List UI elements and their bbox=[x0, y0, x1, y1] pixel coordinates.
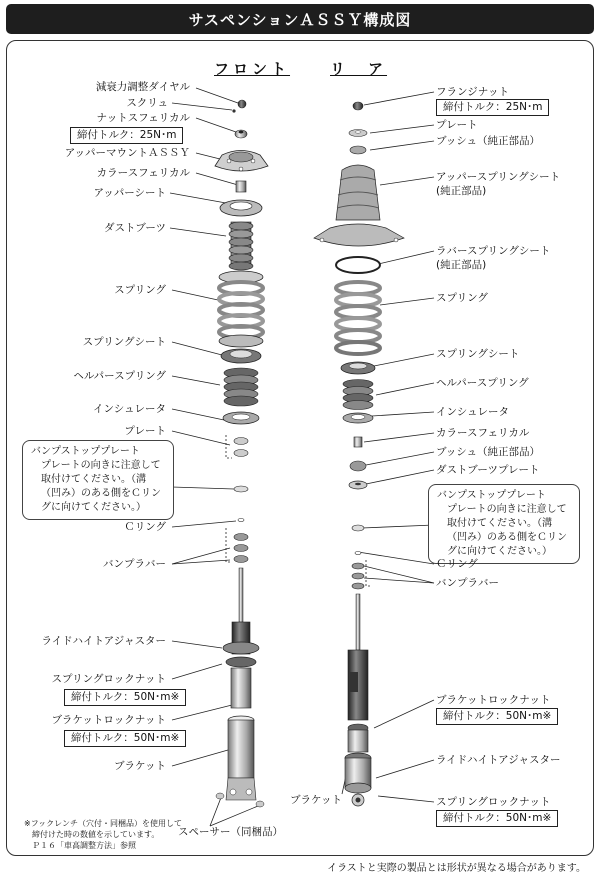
rear-torque-spring-lock: 締付トルク：50N･m※ bbox=[436, 810, 558, 827]
front-label-upper-sheet: アッパーシート bbox=[93, 187, 166, 199]
rear-label-upper-spring-sheet-sub: (純正部品) bbox=[436, 185, 487, 197]
front-label-spring: スプリング bbox=[114, 284, 166, 296]
rear-label-bump-rubber: バンプラバー bbox=[436, 577, 499, 589]
front-label-c-ring: Ｃリング bbox=[124, 521, 166, 533]
rear-label-insulator: インシュレータ bbox=[436, 406, 510, 418]
front-label-upper-mount: アッパーマウントＡＳＳＹ bbox=[64, 147, 190, 159]
footnote-line-1: ※フックレンチ（穴付・同梱品）を使用して bbox=[24, 819, 182, 828]
front-label-bump-rubber: バンプラバー bbox=[103, 558, 166, 570]
front-note-title: バンプストッププレート bbox=[31, 446, 140, 457]
rear-label-bracket-lock-nut: ブラケットロックナット bbox=[436, 694, 551, 706]
front-label-spring-lock-nut: スプリングロックナット bbox=[51, 673, 166, 685]
front-label-bracket: ブラケット bbox=[114, 760, 166, 772]
rear-label-spring-lock-nut: スプリングロックナット bbox=[436, 796, 551, 808]
rear-label-bracket: ブラケット bbox=[290, 794, 342, 806]
rear-heading: リ ア bbox=[330, 60, 388, 78]
front-label-plate: プレート bbox=[124, 425, 166, 437]
front-label-spacer: スペーサー（同梱品） bbox=[178, 826, 283, 838]
front-label-dust-boots: ダストブーツ bbox=[104, 222, 166, 234]
front-torque-spring-lock: 締付トルク：50N･m※ bbox=[64, 689, 186, 706]
rear-torque-top: 締付トルク：25N･m bbox=[436, 99, 549, 116]
footnote bbox=[24, 818, 182, 851]
rear-label-bush-oem-2: ブッシュ（純正部品） bbox=[436, 446, 541, 458]
front-note-body: プレートの向きに注意して取付けてください。（溝（凹み）のある側をＣリングに向けてください。） bbox=[41, 460, 161, 513]
rear-label-ride-height-adjuster: ライドハイトアジャスター bbox=[436, 754, 561, 766]
front-assembly bbox=[215, 100, 268, 807]
rear-label-upper-spring-sheet: アッパースプリングシート bbox=[436, 171, 561, 183]
rear-label-spring-sheet: スプリングシート bbox=[436, 348, 520, 360]
front-torque-bracket-lock: 締付トルク：50N･m※ bbox=[64, 730, 186, 747]
rear-assembly bbox=[314, 102, 404, 806]
rear-label-bush-oem: ブッシュ（純正部品） bbox=[436, 135, 541, 147]
rear-note-title: バンプストッププレート bbox=[437, 490, 546, 501]
footnote-line-3: Ｐ１６「車高調整方法」参照 bbox=[32, 841, 136, 850]
front-torque-top: 締付トルク：25N･m bbox=[70, 127, 183, 144]
rear-label-helper-spring: ヘルパースプリング bbox=[436, 377, 529, 389]
rear-note-body: プレートの向きに注意して取付けてください。（溝（凹み）のある側をＣリングに向けてください。） bbox=[447, 504, 567, 557]
front-label-spring-sheet: スプリングシート bbox=[82, 336, 166, 348]
front-label-dial: 減衰力調整ダイヤル bbox=[95, 81, 190, 93]
disclaimer: イラストと実際の製品とは形状が異なる場合があります。 bbox=[327, 863, 586, 874]
front-heading: フロント bbox=[214, 60, 291, 78]
front-label-screw: スクリュ bbox=[126, 97, 168, 109]
footnote-line-2: 締付けた時の数値を示しています。 bbox=[32, 830, 160, 839]
rear-label-dust-boots-plate: ダストブーツプレート bbox=[436, 464, 540, 476]
rear-bump-stop-note bbox=[428, 484, 580, 564]
front-label-collar-spherical: カラースフェリカル bbox=[96, 167, 190, 179]
front-bump-stop-note bbox=[22, 440, 174, 520]
front-label-bracket-lock-nut: ブラケットロックナット bbox=[51, 714, 166, 726]
front-label-insulator: インシュレータ bbox=[92, 403, 166, 415]
rear-label-flange-nut: フランジナット bbox=[436, 86, 510, 98]
front-label-helper-spring: ヘルパースプリング bbox=[73, 370, 166, 382]
front-label-nut-spherical: ナットスフェリカル bbox=[96, 112, 190, 124]
diagram-title: サスペンションＡＳＳＹ構成図 bbox=[6, 4, 594, 34]
rear-label-spring: スプリング bbox=[436, 292, 488, 304]
rear-label-rubber-spring-sheet-sub: (純正部品) bbox=[436, 259, 487, 271]
rear-label-rubber-spring-sheet: ラバースプリングシート bbox=[436, 245, 551, 257]
rear-label-collar-spherical: カラースフェリカル bbox=[436, 427, 530, 439]
rear-label-c-ring: Ｃリング bbox=[436, 558, 478, 570]
rear-torque-bracket-lock: 締付トルク：50N･m※ bbox=[436, 708, 558, 725]
front-label-ride-height-adjuster: ライドハイトアジャスター bbox=[41, 635, 166, 647]
rear-label-plate: プレート bbox=[436, 119, 478, 131]
